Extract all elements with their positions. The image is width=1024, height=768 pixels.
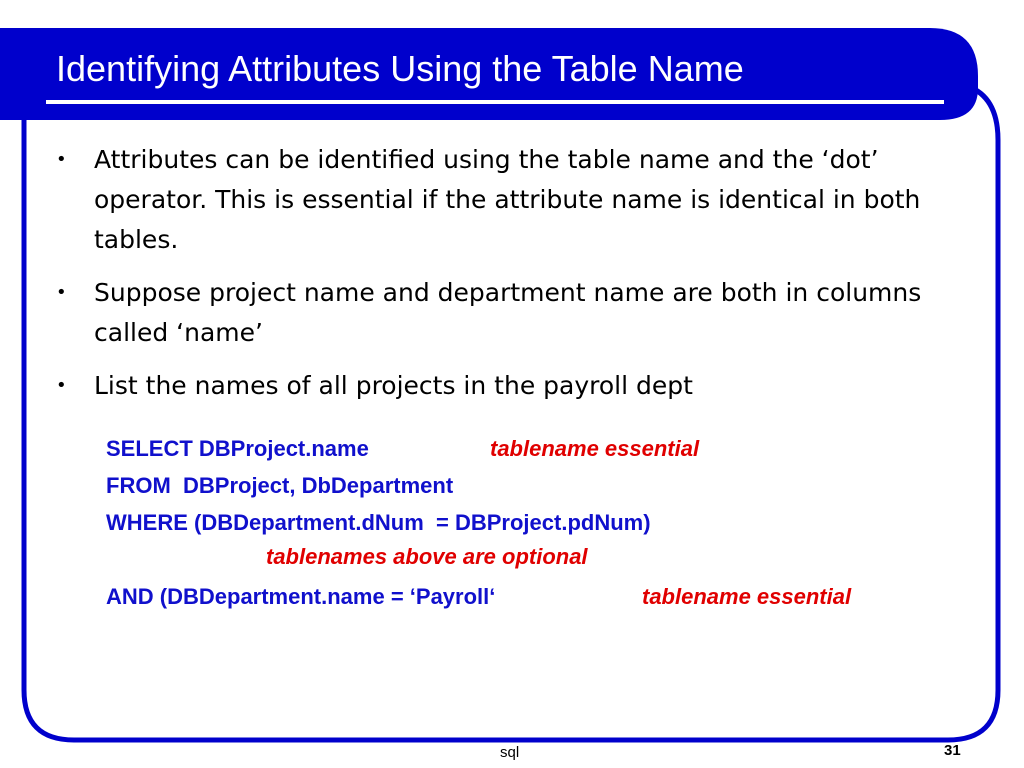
- sql-line-where-note: [106, 544, 651, 584]
- left-frame-bar: [0, 28, 36, 120]
- slide-title: Identifying Attributes Using the Table Name: [56, 48, 744, 89]
- sql-line-where: [106, 510, 651, 544]
- page-number: 31: [944, 742, 961, 759]
- bullet-item: [52, 273, 962, 353]
- footer-title: sql: [500, 744, 520, 761]
- sql-note: tablename essential: [490, 436, 700, 461]
- bullet-marker: •: [56, 282, 67, 303]
- sql-code: WHERE (DBDepartment.dNum = DBProject.pdNum): [106, 510, 651, 535]
- sql-example: [106, 436, 852, 621]
- sql-line-select: [106, 436, 700, 473]
- bullet-marker: •: [56, 375, 67, 396]
- bullet-item: [52, 366, 962, 406]
- sql-note: tablenames above are optional: [266, 544, 588, 569]
- sql-note: tablename essential: [642, 584, 852, 609]
- bullet-text: Suppose project name and department name are both in columns called ‘name’: [94, 278, 922, 347]
- sql-line-and: [106, 584, 852, 621]
- sql-code: SELECT DBProject.name: [106, 436, 369, 461]
- sql-code: AND (DBDepartment.name = ‘Payroll‘: [106, 584, 496, 609]
- bullet-item: [52, 140, 962, 260]
- sql-line-from: [106, 473, 651, 510]
- bullet-list: [52, 140, 962, 419]
- sql-code: FROM DBProject, DbDepartment: [106, 473, 454, 498]
- bullet-text: Attributes can be identified using the table name and the ‘dot’ operator. This is essential if the attribute name is identical in both tables.: [94, 145, 921, 254]
- bullet-marker: •: [56, 149, 67, 170]
- bullet-text: List the names of all projects in the payroll dept: [94, 371, 693, 400]
